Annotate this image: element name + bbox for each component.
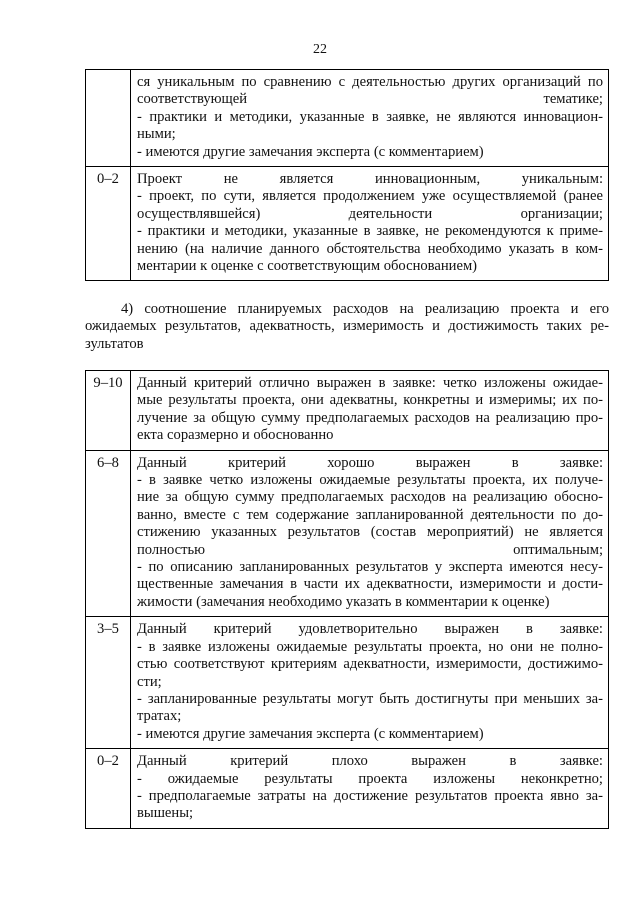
criteria-row (86, 70, 609, 167)
score-range-cell: 0–2 (86, 749, 131, 829)
score-range-cell: 6–8 (86, 450, 131, 617)
description-line: - запланированные результаты могут быть достигнуты при меньших за- (137, 690, 603, 707)
description-line: лучение за общую сумму предполагаемых расходов на реализацию про- (137, 409, 603, 426)
description-line: Данный критерий удовлетворительно выражен в заявке: (137, 621, 603, 638)
description-line: щественные замечания в части их адекватности, измеримости и дости- (137, 576, 603, 593)
criteria-description-cell (131, 450, 609, 617)
paragraph-line: ожидаемых результатов, адекватность, измеримость и достижимость таких ре- (85, 318, 609, 335)
criteria-description-cell (131, 617, 609, 749)
description-line: - практики и методики, указанные в заявке, не рекомендуются к приме- (137, 223, 603, 240)
description-line: сти; (137, 673, 162, 690)
page-number: 22 (313, 42, 327, 57)
description-line: стью соответствуют критериям адекватности, измеримости, достижимо- (137, 656, 603, 673)
description-line: екта соразмерно и обоснованно (137, 427, 334, 444)
description-line: полностью оптимальным; (137, 541, 603, 558)
description-line: - практики и методики, указанные в заявке, не являются инновацион- (137, 108, 603, 125)
description-line: - проект, по сути, является продолжением уже осуществляемой (ранее (137, 188, 603, 205)
description-line: - имеются другие замечания эксперта (с комментарием) (137, 725, 484, 742)
description-line: вышены; (137, 805, 194, 822)
description-line: Данный критерий плохо выражен в заявке: (137, 753, 603, 770)
description-line: ными; (137, 126, 176, 143)
description-line: мые результаты проекта, они адекватны, конкретны и измеримы; их по- (137, 392, 603, 409)
score-range-cell (86, 70, 131, 167)
description-line: Проект не является инновационным, уникальным: (137, 171, 603, 188)
description-line: ванно, вместе с тем содержание запланированной деятельности по до- (137, 506, 603, 523)
description-line: - по описанию запланированных результатов у эксперта имеются несу- (137, 559, 603, 576)
criteria-description-cell (131, 167, 609, 281)
criteria-table-body (86, 70, 609, 281)
description-line: Данный критерий отлично выражен в заявке: четко изложены ожидае- (137, 375, 603, 391)
description-line: осуществлявшейся) деятельности организации; (137, 205, 603, 222)
criteria-row (86, 749, 609, 829)
criteria-row (86, 450, 609, 617)
criteria-row (86, 617, 609, 749)
criteria-table-innovation (85, 69, 609, 281)
description-line: соответствующей тематике; (137, 91, 603, 108)
description-line: ние за общую сумму предполагаемых расходов на реализацию обосно- (137, 489, 603, 506)
description-line: - в заявке четко изложены ожидаемые результаты проекта, их получе- (137, 472, 603, 489)
description-line: жимости (замечания необходимо указать в комментарии к оценке) (137, 593, 550, 610)
criteria-table-expenses-results (85, 370, 609, 829)
score-range-cell: 9–10 (86, 371, 131, 451)
criteria-table-body (86, 371, 609, 829)
criteria-description-cell (131, 371, 609, 451)
description-line: ментарии к оценке с соответствующим обоснованием) (137, 258, 478, 275)
description-line: - в заявке изложены ожидаемые результаты проекта, но они не полно- (137, 638, 603, 655)
description-line: Данный критерий хорошо выражен в заявке: (137, 454, 603, 471)
criterion-4-paragraph (85, 301, 609, 353)
score-range-cell: 3–5 (86, 617, 131, 749)
criteria-row (86, 371, 609, 451)
score-range-cell: 0–2 (86, 167, 131, 281)
criteria-description-cell (131, 70, 609, 167)
description-line: ся уникальным по сравнению с деятельностью других организаций по (137, 74, 603, 90)
description-line: нению (на наличие данного обстоятельства необходимо указать в ком- (137, 240, 603, 257)
description-line: - ожидаемые результаты проекта изложены неконкретно; (137, 770, 603, 787)
criteria-row (86, 167, 609, 281)
description-line: стижению указанных результатов (состав мероприятий) не является (137, 524, 603, 541)
paragraph-line: 4) соотношение планируемых расходов на реализацию проекта и его (121, 301, 609, 317)
description-line: - предполагаемые затраты на достижение результатов проекта явно за- (137, 787, 603, 804)
paragraph-line: зультатов (85, 335, 144, 352)
description-line: тратах; (137, 708, 182, 725)
description-line: - имеются другие замечания эксперта (с комментарием) (137, 143, 484, 160)
criteria-description-cell (131, 749, 609, 829)
